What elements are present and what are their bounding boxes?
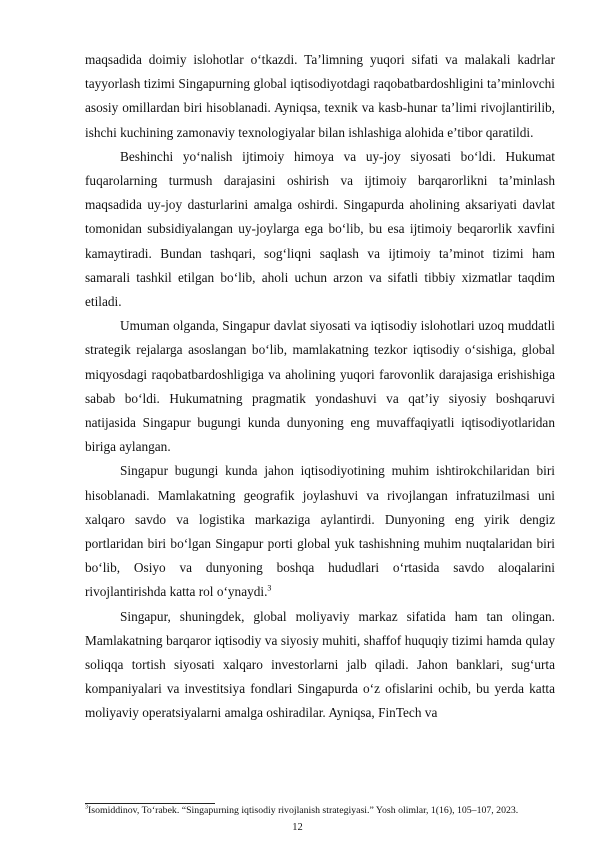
paragraph-summary: Umuman olganda, Singapur davlat siyosati va iqtisodiy islohotlari uzoq muddatli strategik rejalarga asoslangan bo‘lib, mamlakatning tezkor iqtisodiy o‘sishiga, global miqyosdagi raqobatbardoshligiga va aholining yuqori farovonlik darajasiga erishishiga sabab bo‘ldi. Hukumatning pragmatik yondashuvi va qat’iy siyosiy boshqaruvi natijasida Singapur bugungi kunda dunyoning eng muvaffaqiyatli iqtisodiyotlaridan biriga aylangan.	[85, 318, 555, 455]
footnote-marker: 3	[85, 804, 88, 811]
paragraph-continuation: maqsadida doimiy islohotlar o‘tkazdi. Ta’limning yuqori sifati va malakali kadrlar tayyorlash tizimi Singapurning global iqtisodiyotdagi raqobatbardoshligini ta’minlovchi asosiy omillardan biri hisoblanadi. Ayniqsa, texnik va kasb-hunar ta’limi rivojlantirilib, ishchi kuchining zamonaviy texnologiyalar bilan ishlashiga alohida e’tibor qaratildi.	[85, 52, 555, 140]
footnote-reference[interactable]: 3	[267, 584, 272, 594]
paragraph-global-trade-text: Singapur bugungi kunda jahon iqtisodiyotining muhim ishtirokchilaridan biri hisoblanadi. Mamlakatning geografik joylashuvi va rivojlangan infratuzilmasi uni xalqaro savdo va logistika markaziga aylantirdi. Dunyoning eng yirik dengiz portlaridan biri bo‘lgan Singapur porti global yuk tashishning muhim nuqtalaridan biri bo‘lib, Osiyo va dunyoning boshqa hududlari o‘rtasida savdo aloqalarini rivojlantirishda katta rol o‘ynaydi.	[85, 463, 555, 600]
footnote-text: Isomiddinov, To‘rabek. “Singapurning iqtisodiy rivojlanish strategiyasi.” Yosh olimlar, 1(16), 105–107, 2023.	[88, 805, 519, 816]
paragraph-global-trade	[85, 459, 555, 604]
page-number: 12	[292, 822, 303, 833]
paragraph-financial-center: Singapur, shuningdek, global moliyaviy markaz sifatida ham tan olingan. Mamlakatning barqaror iqtisodiy va siyosiy muhiti, shaffof huquqiy tizimi hamda qulay soliqqa tortish siyosati xalqaro investorlarni jalb qiladi. Jahon banklari, sug‘urta kompaniyalari va investitsiya fondlari Singapurda o‘z ofislarini ochib, bu yerda katta moliyaviy operatsiyalarni amalga oshiradilar. Ayniqsa, FinTech va	[85, 608, 555, 721]
paragraph-social-protection: Beshinchi yo‘nalish ijtimoiy himoya va uy-joy siyosati bo‘ldi. Hukumat fuqarolarning turmush darajasini oshirish va ijtimoiy barqarorlikni ta’minlash maqsadida uy-joy dasturlarini amalga oshirdi. Singapurda aholining aksariyati davlat tomonidan subsidiyalangan uy-joylarga ega bo‘lib, bu esa ijtimoiy beqarorlik xavfini kamaytiradi. Bundan tashqari, sog‘liqni saqlash va ijtimoiy ta’minot tizimi ham samarali tashkil etilgan bo‘lib, aholi uchun arzon va sifatli tibbiy xizmatlar taqdim etiladi.	[85, 148, 555, 310]
footnote	[85, 804, 555, 818]
body-text	[85, 48, 555, 726]
